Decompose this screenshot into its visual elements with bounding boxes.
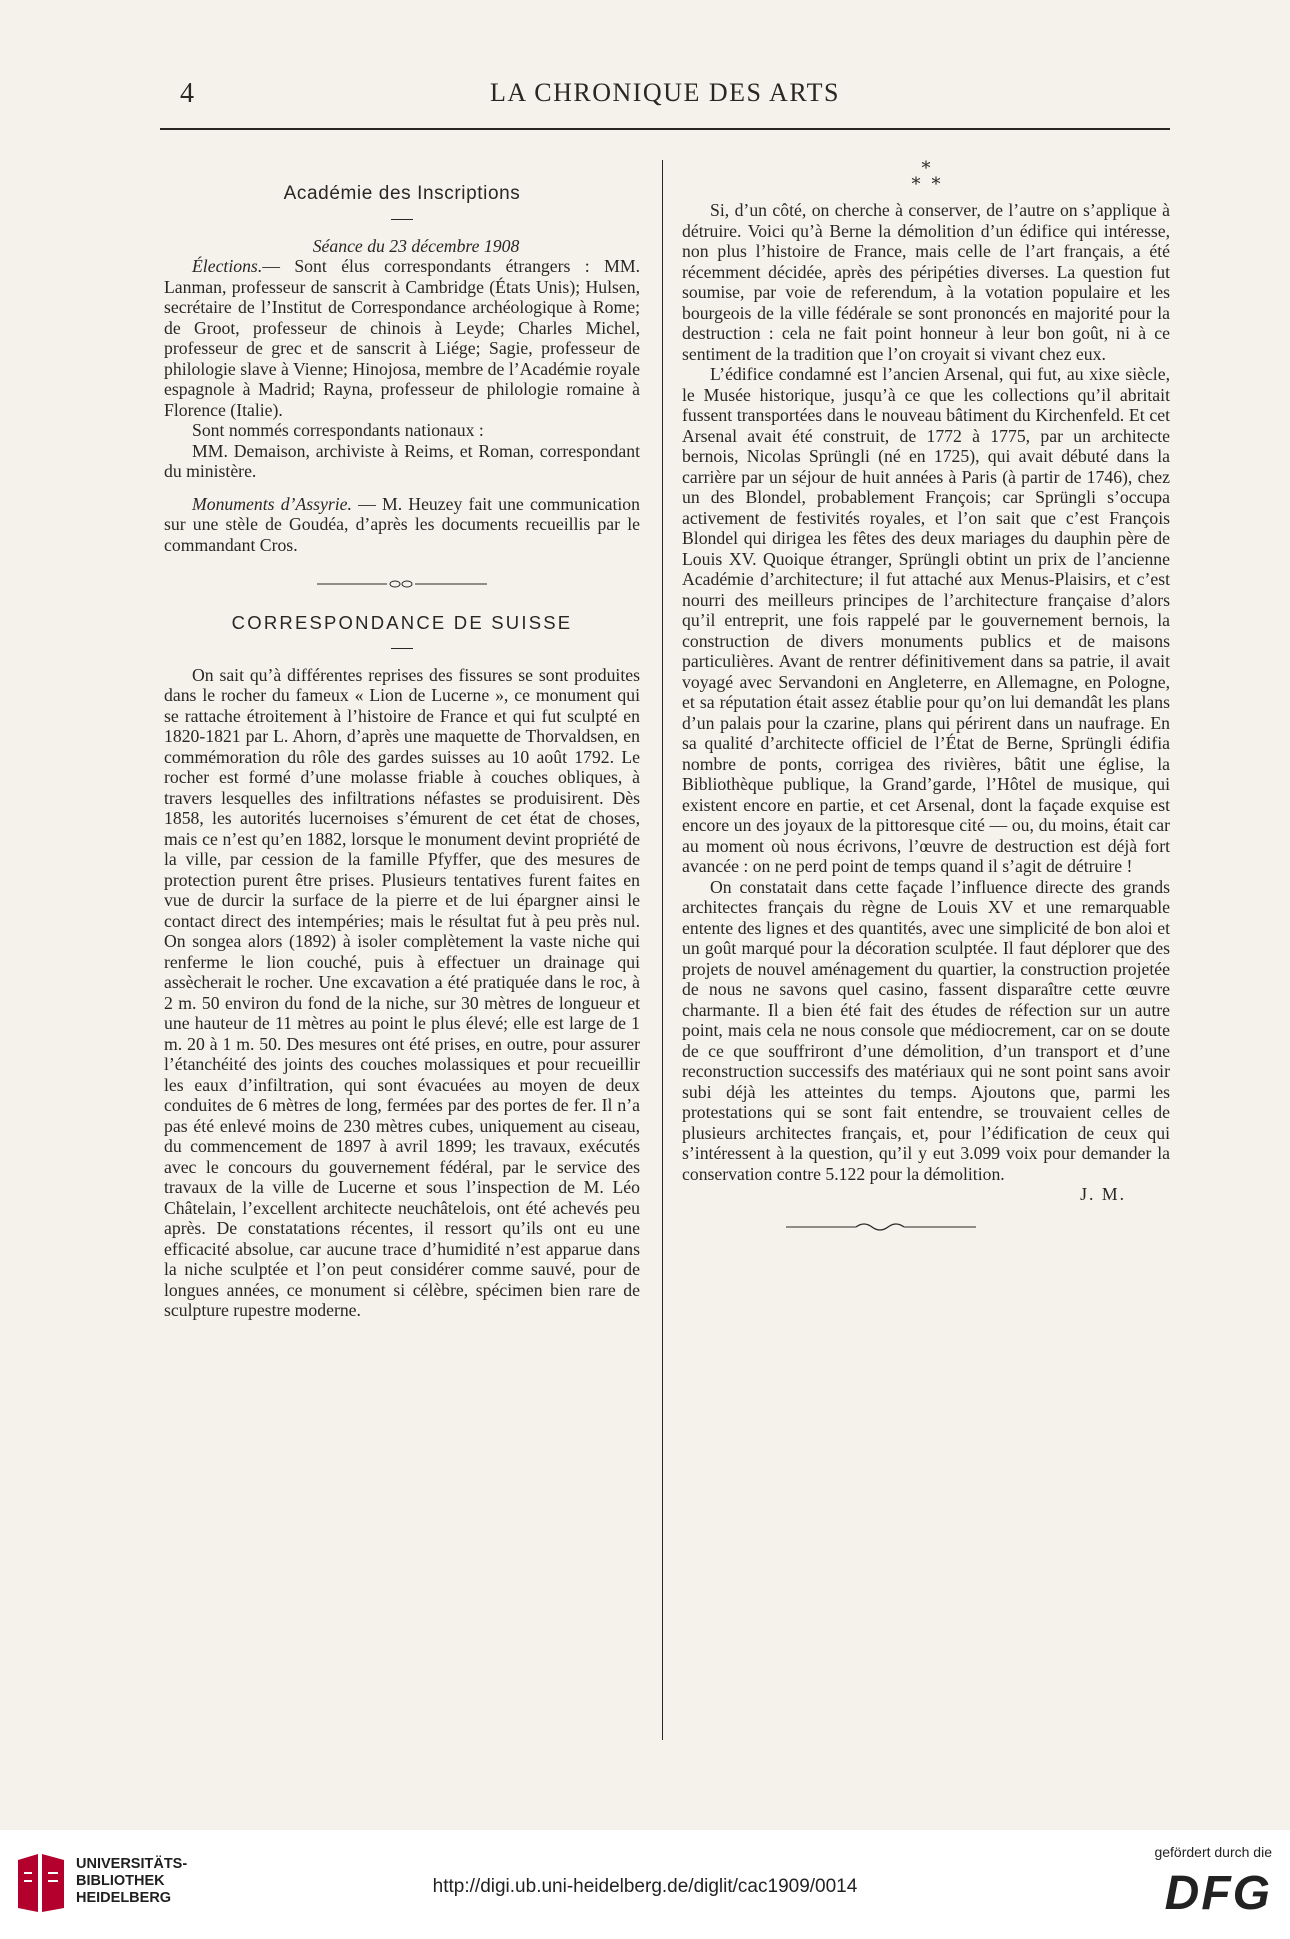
seance-date: Séance du 23 décembre 1908 (312, 235, 520, 256)
digitization-footer (0, 1830, 1290, 1939)
monuments-paragraph (164, 494, 640, 556)
page-number: 4 (180, 78, 194, 109)
berne-paragraph-3: On constatait dans cette façade l’influence directe des grands architectes français du règne de Louis XV et une remarquable entente des lignes et des quantités, avec une simplicité de bon aloi et un goût marqué pour la décoration sculptée. Il faut déplorer que des projets de nouvel aménagement du quartier, la construction projetée de nous ne savons quel casino, fassent disparaître cette œuvre charmante. Il a bien été fait des études de réfection sur un autre point, mais cela ne nous console que médiocrement, car on se doute de ce que souffriront d’une démolition, d’un transport et d’une reconstruction successifs des matériaux qui ne sont point sans avoir subi déjà les atteintes du temps. Ajoutons que, parmi les protestations qui se sont fait entendre, se trouvaient celles de plusieurs architectes français, et, pour l’édification de ceux qui s’intéressent à la question, qu’il y eut 3.099 voix pour demander la conservation contre 5.122 pour la démolition. (682, 876, 1170, 1184)
monuments-text: — M. Heuzey fait une communication sur une stèle de Goudéa, d’après les documents recueillis par le commandant Cros. (164, 493, 640, 555)
monuments-label: Monuments d’Assyrie. (192, 493, 352, 514)
column-divider (662, 160, 663, 1740)
end-ornament (786, 1219, 976, 1233)
nationaux-text: MM. Demaison, archiviste à Reims, et Roman, correspondant du ministère. (164, 440, 640, 481)
running-header (160, 78, 1170, 114)
journal-title: LA CHRONIQUE DES ARTS (490, 78, 840, 107)
asterism-icon (906, 160, 946, 194)
section-ornament (317, 577, 487, 591)
funding-note: gefördert durch die (1154, 1844, 1272, 1860)
dfg-logo: DFG (1164, 1867, 1272, 1920)
elections-paragraph (164, 256, 640, 420)
berne-paragraph-1: Si, d’un côté, on cherche à conserver, de l’autre on s’applique à détruire. Voici qu’à Berne la démolition d’un édifice qui intéresse, non plus l’histoire de France, mais celle de l’art français, a été récemment décidée, après des péripéties diverses. La question fut soumise, par voie de referendum, à la votation populaire et les bourgeois de la ville fédérale se sont prononcés en majorité pour la destruction : cela ne fait point honneur à leur bon goût, ni à ce sentiment de la tradition que l’on croyait si vivant chez eux. (682, 200, 1170, 364)
elections-label: Élections. (192, 256, 263, 276)
correspondance-paragraph: On sait qu’à différentes reprises des fissures se sont produites dans le rocher du fameux « Lion de Lucerne », ce monument qui se rattache étroitement à l’histoire de France et qui fut sculpté en 1820-1821 par L. Ahorn, d’après une maquette de Thorvaldsen, en commémoration du rôle des gardes suisses au 10 août 1792. Le rocher est formé d’une molasse friable à couches obliques, à travers lesquelles des infiltrations néfastes se produisirent. Dès 1858, les autorités lucernoises s’émurent de cet état de choses, mais ce n’est qu’en 1882, lorsque le monument devint propriété de la ville, par cession de la famille Pfyffer, que des mesures de protection purent être prises. Plusieurs tentatives furent faites en vue de durcir la surface de la pierre et de lui épargner ainsi le contact direct des intempéries; mais le résultat fut à peu près nul. On songea alors (1892) à isoler complètement la vaste niche qui renferme le lion couché, puis à effectuer un drainage qui assècherait le rocher. Une excavation a été pratiquée dans le roc, à 2 m. 50 environ du fond de la niche, sur 30 mètres de longueur et une hauteur de 11 mètres au point le plus élevé; elle est large de 1 m. 20 à 1 m. 50. Des mesures ont été prises, en outre, pour assurer l’étanchéité des joints des couches molassiques et pour recueillir les eaux d’infiltration, qui sont évacuées au moyen de deux conduites de 6 mètres de long, fermées par des portes de fer. Il n’a pas été enlevé moins de 230 mètres cubes, uniquement au ciseau, du commencement de 1897 à avril 1899; les travaux, exécutés avec le concours du gouvernement fédéral, par le service des travaux de la ville de Lucerne et sous l’inspection de M. Léo Châtelain, l’excellent architecte neuchâtelois, ont été achevés peu après. De constatations récentes, il ressort qu’ils ont eu une efficacité absolue, car aucune trace d’humidité n’est apparue dans la niche sculptée et l’on peut considérer comme sauvé, pour de longues années, ce monument si célèbre, spécimen bien rare de sculpture rupestre moderne. (164, 664, 640, 1320)
svg-text:*: * (921, 160, 931, 179)
signature: J. M. (1080, 1184, 1126, 1204)
elections-text: — Sont élus correspondants étrangers : MM. Lanman, professeur de sanscrit à Cambridge (États Unis); Hulsen, secrétaire de l’Institut de Correspondance archéologique à Rome; de Groot, professeur de chinois à Leyde; Charles Michel, professeur de grec et de sanscrit à Liége; Sagie, professeur de philologie slave à Vienne; Hinojosa, membre de l’Académie royale espagnole à Madrid; Rayna, professeur de philologie romaine à Florence (Italie). (164, 256, 640, 420)
left-column (164, 180, 640, 1321)
source-url-link[interactable]: http://digi.ub.uni-heidelberg.de/diglit/cac1909/0014 (432, 1876, 858, 1897)
svg-text:*: * (911, 174, 921, 194)
berne-paragraph-2: L’édifice condamné est l’ancien Arsenal, qui fut, au xixe siècle, le Musée historique, jusqu’à ce que les collections qu’il abritait fussent transportées dans le nouveau bâtiment du Kirchenfeld. Et cet Arsenal avait été construit, de 1772 à 1775, par un architecte bernois, Nicolas Sprüngli (né en 1725), qui avait débuté dans la carrière par un séjour de huit années à Paris (à partir de 1746), chez un des Blondel, probablement François; car Sprüngli s’occupa activement de festivités royales, et l’on sait que c’est François Blondel qui dirigea les fêtes des deux mariages du dauphin père de Louis XV. Quoique étranger, Sprüngli obtint un prix de l’ancienne Académie d’architecture; il fut attaché aux Menus-Plaisirs, et c’est nourri des meilleurs principes de l’architecture française d’alors qu’il entreprit, une fois rappelé par le gouvernement bernois, la construction de divers monuments publics et de maisons particulières. Avant de rentrer définitivement dans sa patrie, il avait voyagé avec Servandoni en Angleterre, en Allemagne, en Pologne, et sa réputation était assez établie pour qu’on lui demandât les plans d’un palais pour la czarine, plans qui périrent dans un naufrage. En sa qualité d’architecte officiel de l’État de Berne, Sprüngli édifia nombre de ponts, corrigea des rivières, bâtit une église, la Bibliothèque publique, la Grand’garde, l’Hôtel de musique, qui existent encore en partie, et cet Arsenal, dont la façade exquise est encore un des joyaux de la pittoresque cité — ou, du moins, était car au moment où nous écrivons, l’œuvre de destruction est déjà fort avancée : on ne perd point de temps quand il s’agit de détruire ! (682, 364, 1170, 876)
academie-title: Académie des Inscriptions (283, 183, 521, 204)
title-dash (391, 648, 413, 649)
title-dash (391, 219, 413, 220)
right-column (682, 160, 1170, 1233)
correspondance-title: CORRESPONDANCE DE SUISSE (231, 612, 573, 633)
library-name: UNIVERSITÄTS- BIBLIOTHEK HEIDELBERG (76, 1856, 188, 1906)
svg-text:*: * (931, 174, 941, 194)
nationaux-heading: Sont nommés correspondants nationaux : (192, 420, 484, 440)
header-rule (160, 128, 1170, 130)
